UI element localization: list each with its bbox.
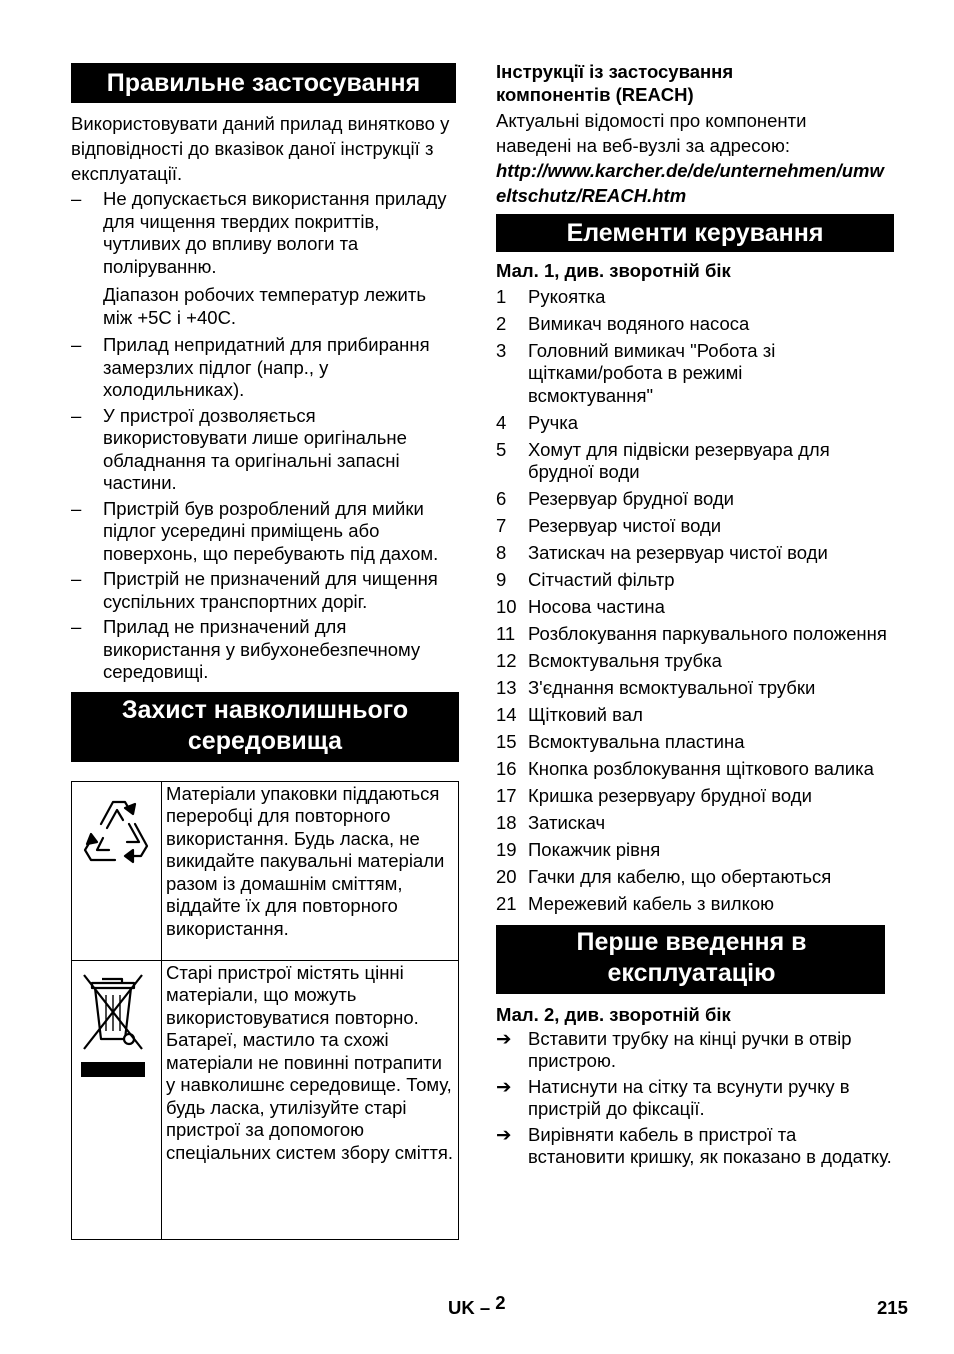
- list-item: [496, 286, 894, 309]
- item-number: 17: [496, 785, 517, 806]
- section-heading-intended-use: Правильне застосування: [71, 63, 456, 103]
- item-text: Хомут для підвіски резервуара для брудної води: [528, 438, 830, 482]
- list-item: [71, 188, 460, 278]
- list-item-text: Пристрій був розроблений для мийки підлог усередині приміщень або поверхонь, що перебувають під дахом.: [103, 497, 439, 564]
- item-text: Гачки для кабелю, що обертаються: [528, 866, 832, 887]
- reach-body: Актуальні відомості про компоненти наведені на веб-вузлі за адресою:: [496, 110, 807, 156]
- list-item-text: Пристрій не призначений для чищення суспільних транспортних доріг.: [103, 568, 438, 612]
- page-number: 215: [877, 1297, 908, 1318]
- list-item: [496, 812, 894, 835]
- reach-url: http://www.karcher.de/de/unternehmen/umweltschutz/REACH.htm: [496, 160, 884, 206]
- step-item: [496, 1028, 894, 1073]
- item-number: 8: [496, 542, 507, 563]
- list-item: [496, 758, 894, 781]
- item-number: 15: [496, 731, 517, 752]
- item-text: Рукоятка: [528, 285, 606, 307]
- item-text: Всмоктувальна пластина: [528, 731, 745, 752]
- item-number: 4: [496, 411, 507, 433]
- item-text: Мережевий кабель з вилкою: [528, 893, 775, 914]
- item-number: 18: [496, 812, 517, 833]
- item-text: Всмоктувальня трубка: [528, 650, 722, 671]
- list-item: [71, 568, 460, 613]
- list-item-text: У пристрої дозволяється використовувати лише оригінальне обладнання та оригінальні запасні частини.: [103, 404, 407, 493]
- item-text: Сітчастий фільтр: [528, 569, 675, 590]
- item-text: Вимикач водяного насоса: [528, 312, 750, 334]
- step-text: Вирівняти кабель в пристрої та встановити кришку, як показано в додатку.: [528, 1123, 892, 1167]
- list-item: [496, 439, 894, 484]
- item-text: З'єднання всмоктувальної трубки: [528, 677, 816, 698]
- list-item: [496, 569, 894, 592]
- item-text: Резервуар брудної води: [528, 488, 734, 509]
- dash-bullet: –: [71, 616, 82, 637]
- list-item: [496, 677, 894, 700]
- item-number: 9: [496, 569, 507, 590]
- item-text: Носова частина: [528, 596, 665, 617]
- list-item: [496, 515, 894, 538]
- item-text: Затискач: [528, 812, 606, 833]
- table-row: [72, 960, 459, 1239]
- item-number: 21: [496, 893, 517, 914]
- item-number: 1: [496, 285, 507, 307]
- environment-table: [71, 781, 459, 1240]
- item-number: 20: [496, 866, 517, 887]
- arrow-right-icon: ➔: [496, 1027, 512, 1049]
- figure-ref-2: Мал. 2, див. зворотній бік: [496, 1004, 731, 1025]
- arrow-right-icon: ➔: [496, 1123, 512, 1145]
- item-number: 12: [496, 650, 517, 671]
- item-number: 6: [496, 488, 507, 509]
- item-number: 2: [496, 312, 507, 334]
- item-number: 5: [496, 438, 507, 460]
- dash-bullet: –: [71, 497, 82, 519]
- figure-ref-1: Мал. 1, див. зворотній бік: [496, 260, 731, 281]
- list-item-text: Прилад непридатний для прибирання замерзлих підлог (напр., у холодильниках).: [103, 334, 430, 400]
- reach-heading: Інструкції із застосування компонентів (REACH): [496, 61, 734, 105]
- dash-bullet: –: [71, 188, 82, 209]
- item-text: Покажчик рівня: [528, 839, 661, 860]
- item-number: 11: [496, 623, 516, 644]
- item-text: Кнопка розблокування щіткового валика: [528, 758, 874, 779]
- intended-use-list: [71, 188, 460, 684]
- list-item: [496, 488, 894, 511]
- dash-bullet: –: [71, 404, 82, 426]
- item-text: Затискач на резервуар чистої води: [528, 542, 828, 563]
- recycling-text: Матеріали упаковки піддаються переробці для повторного використання. Будь ласка, не викидайте пакувальні матеріали разом із домашнім сміттям, віддайте їх для повторного використання.: [162, 781, 459, 960]
- controls-list: [496, 286, 894, 916]
- footer-language-page-number: 2: [495, 1292, 506, 1313]
- arrow-right-icon: ➔: [496, 1075, 512, 1097]
- list-item: [496, 731, 894, 754]
- section-heading-environment: Захист навколишнього середовища: [71, 692, 459, 762]
- item-text: Щітковий вал: [528, 704, 643, 725]
- temperature-note: Діапазон робочих температур лежить між +5С і +40С.: [103, 284, 426, 328]
- footer-language: UK –: [448, 1297, 491, 1318]
- item-text: Розблокування паркувального положення: [528, 623, 887, 644]
- list-item-text: Прилад не призначений для використання у вибухонебезпечному середовищі.: [103, 616, 421, 682]
- item-number: 13: [496, 677, 517, 698]
- list-item: [496, 542, 894, 565]
- list-item: [71, 498, 460, 566]
- old-devices-text: Старі пристрої містять цінні матеріали, що можуть використовуватися повторно. Батареї, мастило та схожі матеріали не повинні потрапити у навколишнє середовище. Тому, будь ласка, утилізуйте старі пристрої за допомогою спеціальних систем збору сміття.: [162, 960, 459, 1239]
- step-item: [496, 1076, 894, 1121]
- item-number: 16: [496, 758, 517, 779]
- list-item: [496, 839, 894, 862]
- item-text: Кришка резервуару брудної води: [528, 785, 812, 806]
- item-text: Головний вимикач "Робота зі щітками/робота в режимі всмоктування": [528, 339, 776, 406]
- list-item: [496, 893, 894, 916]
- icon-cell: [72, 960, 162, 1239]
- list-item: [496, 340, 894, 408]
- table-row: [72, 781, 459, 960]
- step-text: Натиснути на сітку та всунути ручку в пристрій до фіксації.: [528, 1075, 850, 1119]
- item-number: 3: [496, 339, 507, 361]
- list-item: [496, 785, 894, 808]
- item-number: 10: [496, 596, 517, 617]
- list-item: [496, 596, 894, 619]
- right-column: [496, 0, 894, 1172]
- list-item: [71, 334, 460, 402]
- step-text: Вставити трубку на кінці ручки в отвір пристрою.: [528, 1027, 852, 1071]
- list-item: [496, 866, 894, 889]
- list-item: [496, 650, 894, 673]
- list-item: [496, 313, 894, 336]
- left-column: [71, 0, 460, 1240]
- list-item: [71, 405, 460, 495]
- recycle-icon: [72, 782, 161, 876]
- list-item: [496, 704, 894, 727]
- first-startup-steps: [496, 1028, 894, 1169]
- item-number: 19: [496, 839, 517, 860]
- item-number: 7: [496, 515, 507, 536]
- item-text: Резервуар чистої води: [528, 515, 722, 536]
- crossed-bin-icon: [72, 961, 161, 1083]
- icon-cell: [72, 781, 162, 960]
- item-number: 14: [496, 704, 517, 725]
- footer-language-page: [448, 1292, 506, 1320]
- list-item: [71, 616, 460, 684]
- dash-bullet: –: [71, 334, 82, 355]
- dash-bullet: –: [71, 568, 82, 589]
- list-item: [496, 412, 894, 435]
- item-text: Ручка: [528, 411, 579, 433]
- intended-use-intro: Використовувати даний прилад винятково у відповідності до вказівок даної інструкції з експлуатації.: [71, 113, 450, 184]
- section-heading-controls: Елементи керування: [496, 214, 894, 252]
- section-heading-first-startup: Перше введення в експлуатацію: [496, 925, 885, 994]
- list-item: [496, 623, 894, 646]
- list-item-text: Не допускається використання приладу для чищення твердих покриттів, чутливих до впливу вологи та поліруванню.: [103, 188, 447, 277]
- step-item: [496, 1124, 894, 1169]
